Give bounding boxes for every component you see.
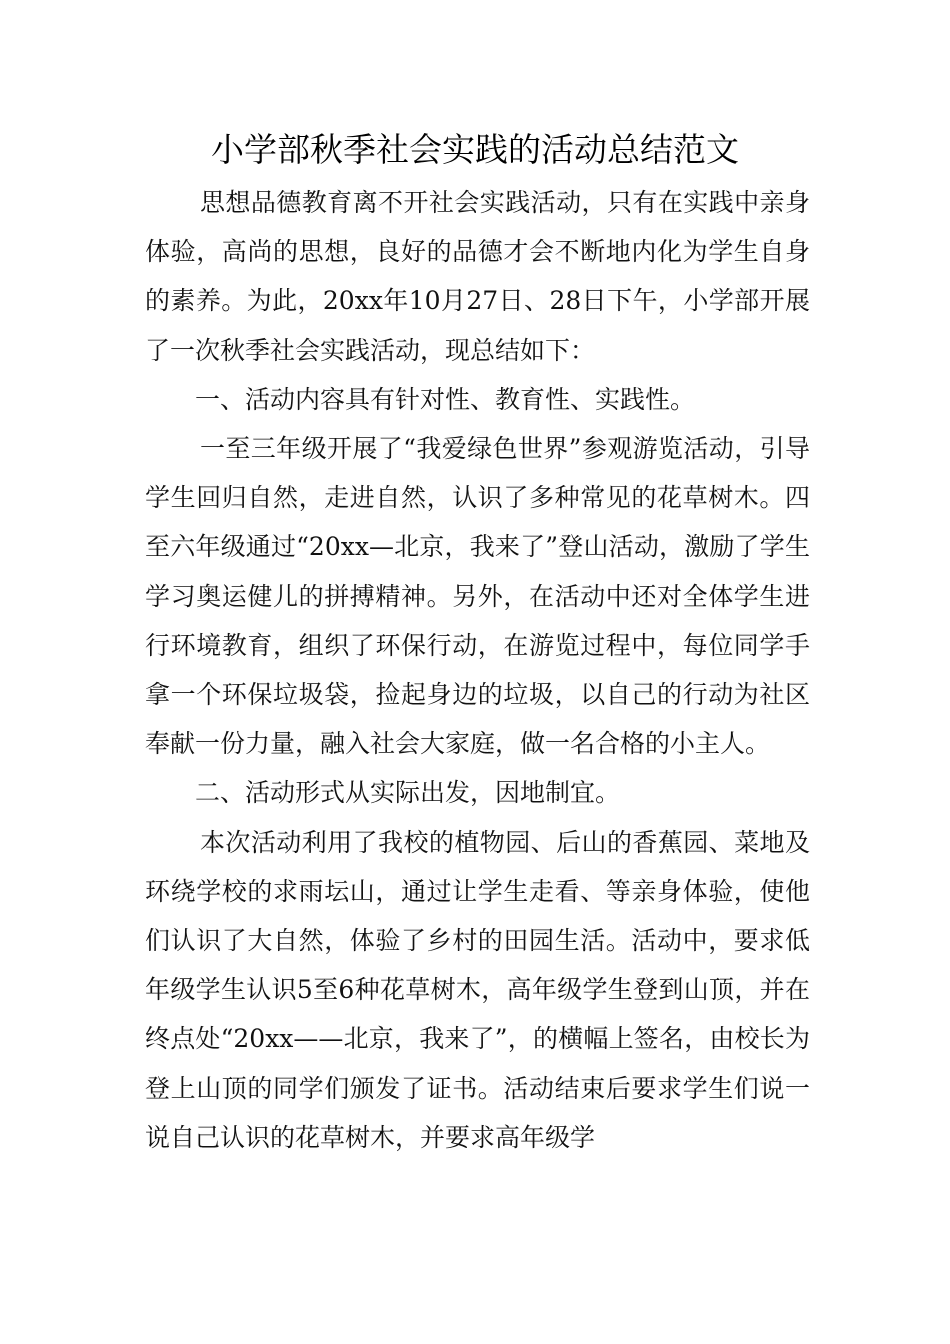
paragraph-section-1: 一至三年级开展了“我爱绿色世界”参观游览活动，引导学生回归自然，走进自然，认识了多种常见的花草树木。四至六年级通过“20xx—北京，我来了”登山活动，激励了学生学习奥运健儿的拼搏精神。另外，在活动中还对全体学生进行环境教育，组织了环保行动，在游览过程中，每位同学手拿一个环保垃圾袋，捡起身边的垃圾，以自己的行动为社区奉献一份力量，融入社会大家庭，做一名合格的小主人。 bbox=[145, 434, 810, 759]
paragraph-intro: 思想品德教育离不开社会实践活动，只有在实践中亲身体验，高尚的思想，良好的品德才会不断地内化为学生自身的素养。为此，20xx年10月27日、28日下午，小学部开展了一次秋季社会实践活动，现总结如下： bbox=[145, 188, 810, 365]
section-heading-1: 一、活动内容具有针对性、教育性、实践性。 bbox=[195, 384, 696, 414]
paragraph-section-2: 本次活动利用了我校的植物园、后山的香蕉园、菜地及环绕学校的求雨坛山，通过让学生走看、等亲身体验，使他们认识了大自然，体验了乡村的田园生活。活动中，要求低年级学生认识5至6种花草树木，高年级学生登到山顶，并在终点处“20xx——北京，我来了”，的横幅上签名，由校长为登上山顶的同学们颁发了证书。活动结束后要求学生们说一说自己认识的花草树木，并要求高年级学 bbox=[145, 827, 810, 1152]
section-heading-2: 二、活动形式从实际出发，因地制宜。 bbox=[195, 778, 621, 808]
document-title: 小学部秋季社会实践的活动总结范文 bbox=[211, 130, 739, 169]
document-body bbox=[145, 178, 810, 1162]
